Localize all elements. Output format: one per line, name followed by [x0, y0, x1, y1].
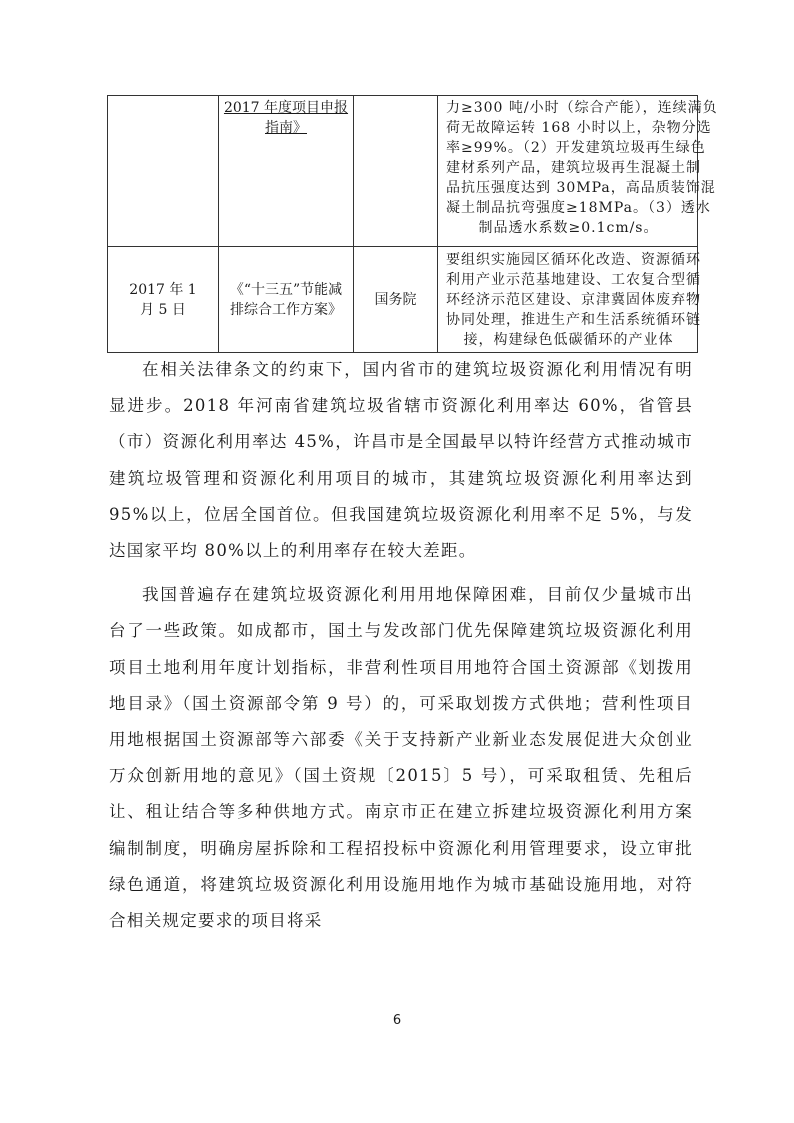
content-line: 制品透水系数≥0.1cm/s。: [478, 220, 659, 236]
content-line: 品抗压强度达到 30MPa，高品质装饰混: [446, 180, 716, 196]
content-line: 要组织实施园区循环化改造、资源循环: [446, 251, 701, 268]
content-line: 率≥99%。（2）开发建筑垃圾再生绿色: [446, 140, 706, 156]
document-title-line: 指南》: [265, 120, 307, 136]
content-line: 荷无故障运转 168 小时以上，杂物分选: [446, 120, 712, 136]
body-text: [109, 352, 693, 939]
content-line: 协同处理，推进生产和生活系统循环链: [446, 311, 701, 328]
content-line: 凝土制品抗弯强度≥18MPa。（3）透水: [446, 200, 711, 216]
table-cell-document: [219, 96, 354, 247]
table-row: [108, 96, 698, 247]
page-number: 6: [392, 1013, 402, 1028]
paragraph: 我国普遍存在建筑垃圾资源化利用用地保障困难，目前仅少量城市出台了一些政策。如成都市，国土与发改部门优先保障建筑垃圾资源化利用项目土地利用年度计划指标，非营利性项目用地符合国土资源部《划拨用地目录》（国土资源部令第 9 号）的，可采取划拨方式供地；营利性项目用地根据国土资源部等六部委《关于支持新产业新业态发展促进大众创业万众创新用地的意见》（国土资规〔2015〕5 号），可采取租赁、先租后让、租让结合等多种供地方式。南京市正在建立拆建垃圾资源化利用方案编制制度，明确房屋拆除和工程招投标中资源化利用管理要求，设立审批绿色通道，将建筑垃圾资源化利用设施用地作为城市基础设施用地，对符合相关规定要求的项目将采: [109, 585, 693, 931]
paragraph: 在相关法律条文的约束下，国内省市的建筑垃圾资源化利用情况有明显进步。2018 年河南省建筑垃圾省辖市资源化利用率达 60%，省管县（市）资源化利用率达 45%，许昌市是全国最早以特许经营方式推动城市建筑垃圾管理和资源化利用项目的城市，其建筑垃圾资源化利用率达到 95%以上，位居全国首位。但我国建筑垃圾资源化利用率不足 5%，与发达国家平均 80%以上的利用率存在较大差距。: [109, 360, 693, 561]
table-cell-document: 《“十三五”节能减 排综合工作方案》: [219, 247, 354, 353]
content-line: 环经济示范区建设、京津冀固体废弃物: [446, 291, 701, 308]
table-row: [108, 247, 698, 353]
content-line: 建材系列产品，建筑垃圾再生混凝土制: [446, 160, 701, 176]
table-cell-content: [438, 96, 718, 247]
content-line: 力≥300 吨/小时（综合产能），连续满负: [446, 100, 718, 116]
content-line: 利用产业示范基地建设、工农复合型循: [446, 271, 701, 288]
table-cell-content: [438, 247, 701, 353]
table-cell-issuer: 国务院: [354, 247, 438, 353]
document-title-line: 2017 年度项目申报: [223, 100, 349, 116]
table-cell-date: [108, 96, 219, 247]
table-cell-issuer: [354, 96, 438, 247]
table-cell-date: 2017 年 1 月 5 日: [108, 247, 219, 353]
policy-table: [107, 95, 718, 353]
content-line: 接，构建绿色低碳循环的产业体: [463, 331, 674, 348]
